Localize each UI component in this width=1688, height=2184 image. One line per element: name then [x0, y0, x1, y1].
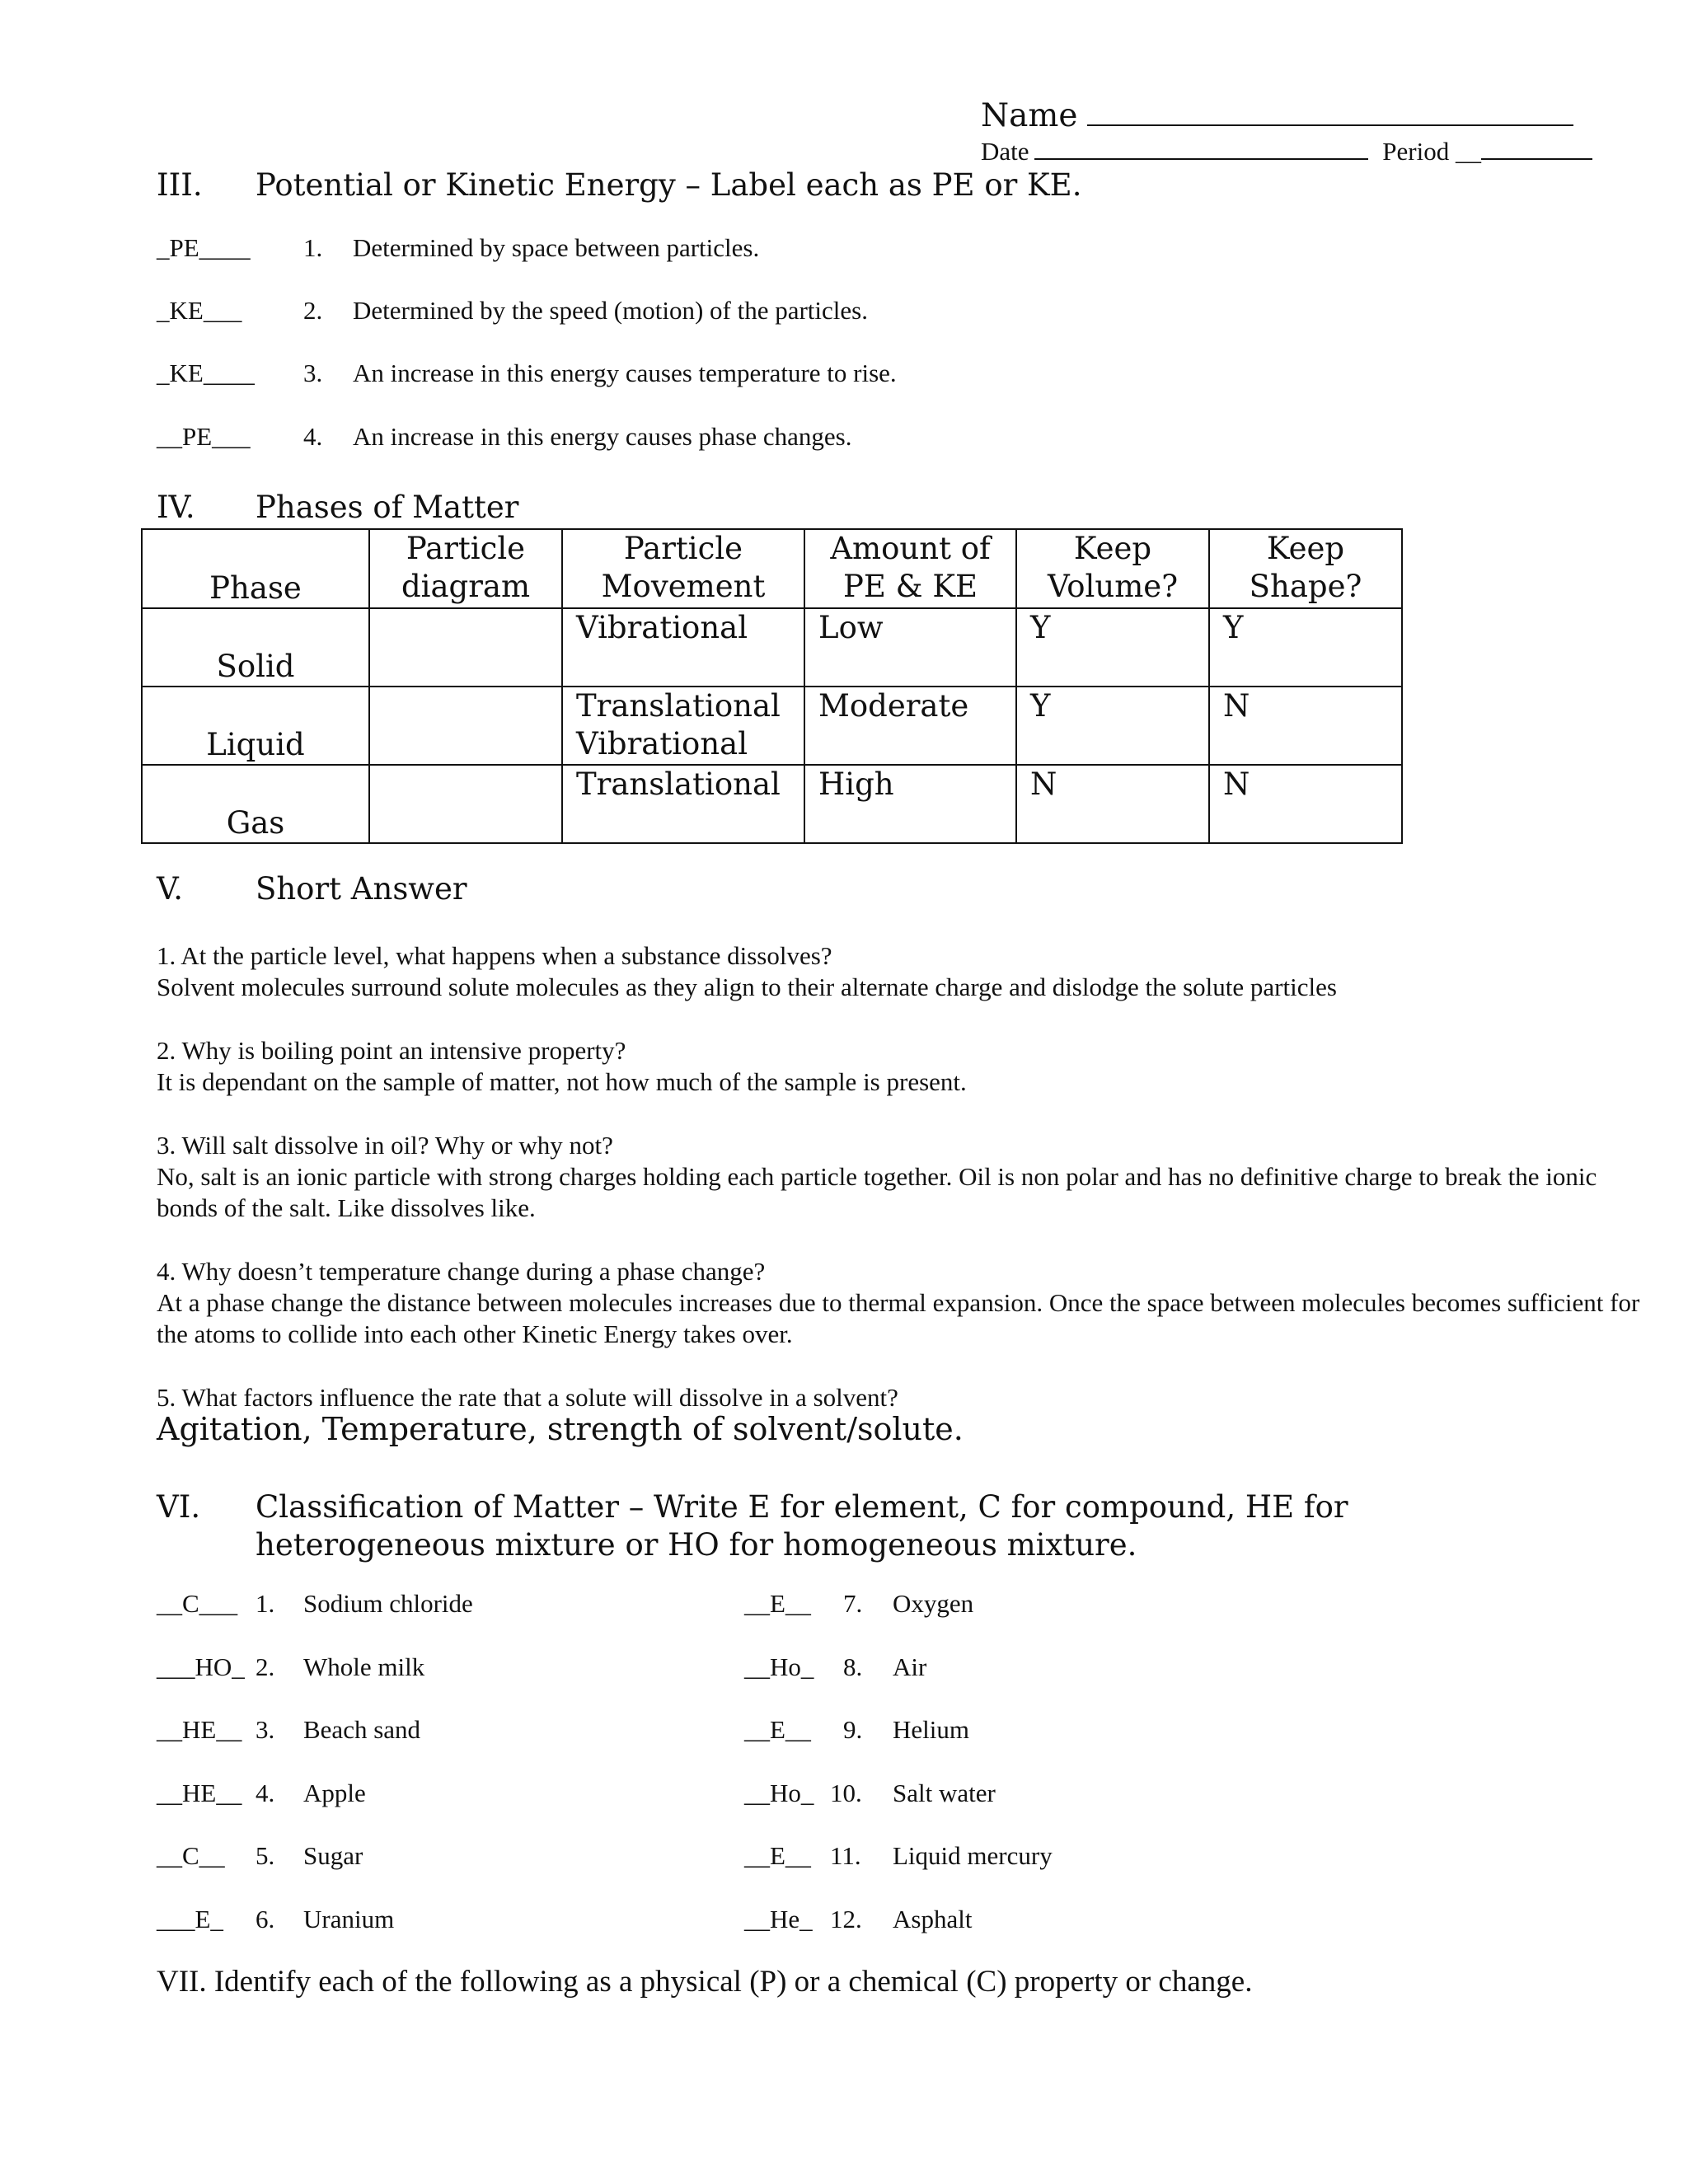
header-phase: Phase [142, 529, 369, 608]
item-answer: __C___ [157, 1589, 238, 1618]
shape-cell: Y [1209, 608, 1402, 687]
phase-cell: Solid [142, 608, 369, 687]
item-number: 1. [303, 233, 323, 262]
section-3-number: III. [157, 167, 203, 203]
short-answer-4 [157, 1256, 1640, 1350]
question-text: 5. What factors influence the rate that a solute will dissolve in a solvent? [157, 1383, 898, 1412]
period-blank [1481, 137, 1592, 160]
item-number: 12. [830, 1905, 862, 1933]
particle-diagram-cell [369, 765, 562, 843]
phases-table [141, 528, 1403, 844]
item-answer: _KE____ [157, 359, 255, 387]
name-blank [1087, 98, 1573, 126]
volume-cell: Y [1016, 687, 1209, 765]
item-answer: __Ho_ [744, 1779, 814, 1807]
answer-text: It is dependant on the sample of matter, not how much of the sample is present. [157, 1067, 967, 1096]
date-label: Date [981, 137, 1029, 166]
item-number: 11. [830, 1841, 861, 1870]
item-answer: __E__ [744, 1589, 811, 1618]
item-answer: __E__ [744, 1841, 811, 1870]
date-blank [1034, 137, 1368, 160]
energy-cell: Moderate [804, 687, 1016, 765]
item-answer: __He_ [744, 1905, 813, 1933]
item-answer: __HE__ [157, 1779, 242, 1807]
item-number: 1. [256, 1589, 275, 1618]
energy-cell: High [804, 765, 1016, 843]
period-label: Period [1382, 137, 1450, 166]
item-number: 4. [256, 1779, 275, 1807]
item-text: Sodium chloride [303, 1589, 473, 1618]
item-number: 8. [843, 1652, 863, 1681]
section-4-title: Phases of Matter [256, 490, 519, 525]
item-answer: __C__ [157, 1841, 225, 1870]
question-text: 1. At the particle level, what happens when a substance dissolves? [157, 941, 832, 970]
shape-cell: N [1209, 765, 1402, 843]
item-text: An increase in this energy causes temperature to rise. [353, 359, 897, 387]
item-number: 4. [303, 422, 323, 451]
pe-ke-item [157, 422, 851, 452]
answer-text: No, salt is an ionic particle with strong charges holding each particle together. Oil is non polar and has no definitive charge to break the ionic bonds of the salt. Like dissolves like. [157, 1162, 1597, 1222]
question-text: 2. Why is boiling point an intensive property? [157, 1036, 626, 1065]
item-text: Sugar [303, 1841, 363, 1870]
item-text: Helium [893, 1715, 969, 1744]
section-7-heading: VII. Identify each of the following as a physical (P) or a chemical (C) property or change. [157, 1965, 1253, 1999]
item-answer: _KE___ [157, 296, 242, 325]
item-number: 7. [843, 1589, 863, 1618]
item-number: 5. [256, 1841, 275, 1870]
item-text: Whole milk [303, 1652, 425, 1681]
name-label: Name [981, 97, 1078, 134]
header-particle-diagram: Particle diagram [369, 529, 562, 608]
volume-cell: Y [1016, 608, 1209, 687]
period-prefix: __ [1455, 137, 1481, 166]
item-text: Asphalt [893, 1905, 973, 1933]
item-answer: ___HO_ [157, 1652, 245, 1681]
item-text: Determined by space between particles. [353, 233, 760, 262]
item-number: 6. [256, 1905, 275, 1933]
name-field-row [981, 97, 1573, 134]
section-5-heading [157, 871, 467, 907]
table-row [142, 765, 1402, 843]
section-6-number: VI. [157, 1489, 201, 1525]
movement-cell: Translational Vibrational [562, 687, 804, 765]
phase-cell: Gas [142, 765, 369, 843]
item-number: 3. [303, 359, 323, 387]
answer-text: Solvent molecules surround solute molecules as they align to their alternate charge and dislodge the solute particles [157, 972, 1337, 1001]
item-text: Air [893, 1652, 927, 1681]
item-text: Beach sand [303, 1715, 421, 1744]
table-row [142, 687, 1402, 765]
item-answer: _PE____ [157, 233, 251, 262]
item-number: 2. [303, 296, 323, 325]
pe-ke-item [157, 233, 759, 263]
item-text: Apple [303, 1779, 366, 1807]
header-keep-shape: Keep Shape? [1209, 529, 1402, 608]
short-answer-5 [157, 1382, 1640, 1445]
item-answer: ___E_ [157, 1905, 223, 1933]
section-4-number: IV. [157, 490, 195, 525]
short-answer-2 [157, 1035, 1640, 1098]
item-number: 10. [830, 1779, 862, 1807]
item-number: 2. [256, 1652, 275, 1681]
section-4-heading [157, 490, 518, 525]
item-text: Determined by the speed (motion) of the particles. [353, 296, 868, 325]
item-answer: __Ho_ [744, 1652, 814, 1681]
short-answer-3 [157, 1130, 1640, 1224]
item-text: Oxygen [893, 1589, 974, 1618]
item-text: Uranium [303, 1905, 395, 1933]
item-answer: __E__ [744, 1715, 811, 1744]
answer-text: Agitation, Temperature, strength of solvent/solute. [157, 1411, 964, 1447]
header-particle-movement: Particle Movement [562, 529, 804, 608]
item-number: 3. [256, 1715, 275, 1744]
short-answer-1 [157, 940, 1640, 1003]
section-6-heading [157, 1488, 1348, 1564]
section-6-title-line1: Classification of Matter – Write E for element, C for compound, HE for [256, 1489, 1348, 1525]
section-5-title: Short Answer [256, 871, 467, 907]
date-period-row [981, 137, 1592, 166]
table-header-row [142, 529, 1402, 608]
header-amount-pe-ke: Amount of PE & KE [804, 529, 1016, 608]
energy-cell: Low [804, 608, 1016, 687]
particle-diagram-cell [369, 608, 562, 687]
movement-cell: Vibrational [562, 608, 804, 687]
section-5-number: V. [157, 871, 184, 907]
header-keep-volume: Keep Volume? [1016, 529, 1209, 608]
table-row [142, 608, 1402, 687]
item-text: Salt water [893, 1779, 996, 1807]
movement-cell: Translational [562, 765, 804, 843]
section-3-heading [157, 167, 1081, 203]
phase-cell: Liquid [142, 687, 369, 765]
pe-ke-item [157, 359, 897, 388]
item-answer: __PE___ [157, 422, 251, 451]
question-text: 4. Why doesn’t temperature change during a phase change? [157, 1257, 766, 1286]
item-text: An increase in this energy causes phase changes. [353, 422, 852, 451]
answer-text: At a phase change the distance between molecules increases due to thermal expansion. Once the space between molecules becomes sufficient for the atoms to collide into each other Kinetic Energy takes over. [157, 1288, 1640, 1348]
shape-cell: N [1209, 687, 1402, 765]
volume-cell: N [1016, 765, 1209, 843]
item-number: 9. [843, 1715, 863, 1744]
particle-diagram-cell [369, 687, 562, 765]
section-3-title: Potential or Kinetic Energy – Label each as PE or KE. [256, 167, 1082, 203]
pe-ke-item [157, 296, 868, 326]
item-answer: __HE__ [157, 1715, 242, 1744]
question-text: 3. Will salt dissolve in oil? Why or why not? [157, 1131, 613, 1160]
section-6-title-line2: heterogeneous mixture or HO for homogeneous mixture. [256, 1527, 1137, 1563]
item-text: Liquid mercury [893, 1841, 1053, 1870]
